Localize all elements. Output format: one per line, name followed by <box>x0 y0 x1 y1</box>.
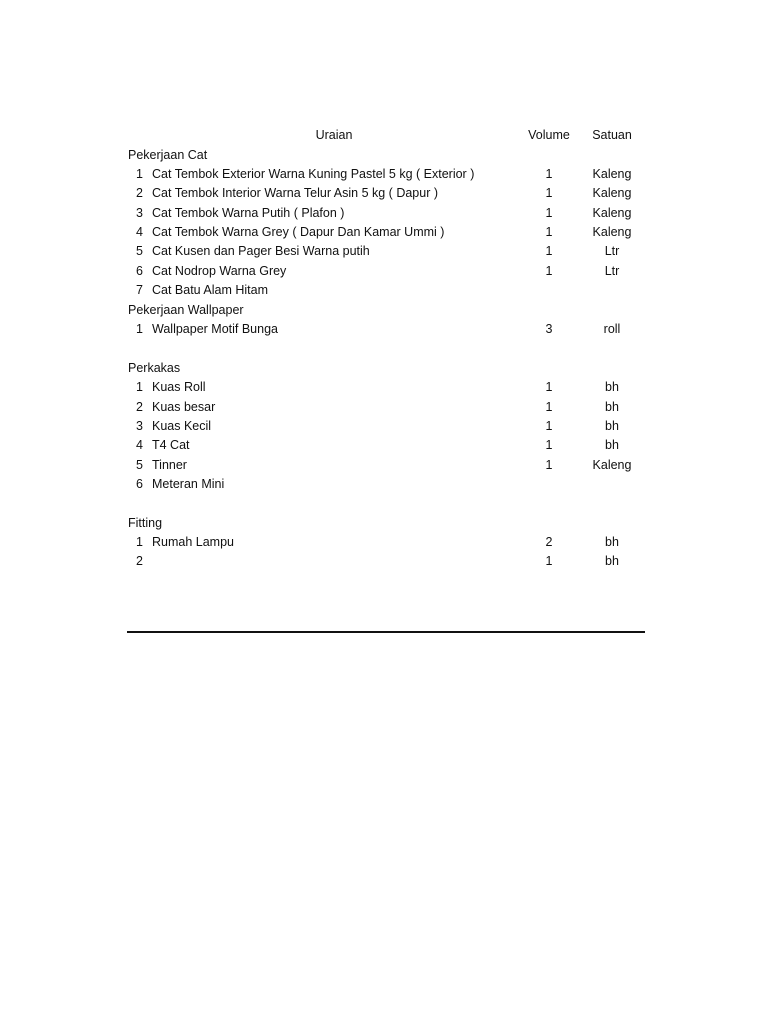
item-unit: Kaleng <box>592 167 632 181</box>
table-row <box>0 262 768 282</box>
table-row <box>0 533 768 553</box>
table-row <box>0 552 768 572</box>
item-description: Tinner <box>152 458 187 472</box>
item-number: 1 <box>136 535 143 549</box>
table-row <box>0 475 768 495</box>
item-number: 6 <box>136 477 143 491</box>
item-number: 7 <box>136 283 143 297</box>
item-description: Kuas Roll <box>152 380 206 394</box>
section-title: Fitting <box>128 516 163 530</box>
item-number: 3 <box>136 419 143 433</box>
table-row <box>0 456 768 476</box>
item-unit: bh <box>605 380 619 394</box>
table-row <box>0 320 768 340</box>
table-row <box>0 417 768 437</box>
section-title: Pekerjaan Wallpaper <box>128 303 244 317</box>
item-volume: 3 <box>545 322 553 336</box>
item-description: Cat Tembok Interior Warna Telur Asin 5 kg ( Dapur ) <box>152 186 438 200</box>
item-number: 4 <box>136 225 143 239</box>
item-unit: bh <box>605 400 619 414</box>
item-description: Cat Nodrop Warna Grey <box>152 264 287 278</box>
item-volume: 2 <box>545 535 553 549</box>
item-description: Kuas besar <box>152 400 216 414</box>
item-volume: 1 <box>545 400 553 414</box>
section-heading <box>0 146 768 166</box>
item-unit: Kaleng <box>592 206 632 220</box>
item-volume: 1 <box>545 206 553 220</box>
item-volume: 1 <box>545 554 553 568</box>
table-row <box>0 223 768 243</box>
item-unit: roll <box>603 322 621 336</box>
section-title: Pekerjaan Cat <box>128 148 208 162</box>
section-heading <box>0 301 768 321</box>
item-description: T4 Cat <box>152 438 190 452</box>
item-unit: bh <box>605 438 619 452</box>
item-volume: 1 <box>545 264 553 278</box>
item-volume: 1 <box>545 380 553 394</box>
item-description: Cat Kusen dan Pager Besi Warna putih <box>152 244 370 258</box>
item-description: Cat Tembok Exterior Warna Kuning Pastel 5 kg ( Exterior ) <box>152 167 475 181</box>
table-row <box>0 242 768 262</box>
item-number: 4 <box>136 438 143 452</box>
item-volume: 1 <box>545 458 553 472</box>
item-description: Wallpaper Motif Bunga <box>152 322 278 336</box>
item-description: Cat Tembok Warna Putih ( Plafon ) <box>152 206 345 220</box>
table-bottom-rule <box>127 631 645 633</box>
table-row <box>0 398 768 418</box>
item-description: Cat Tembok Warna Grey ( Dapur Dan Kamar Ummi ) <box>152 225 445 239</box>
item-volume: 1 <box>545 419 553 433</box>
item-description: Kuas Kecil <box>152 419 212 433</box>
item-volume: 1 <box>545 225 553 239</box>
item-description: Meteran Mini <box>152 477 225 491</box>
item-number: 2 <box>136 186 143 200</box>
item-volume: 1 <box>545 244 553 258</box>
item-number: 1 <box>136 380 143 394</box>
item-volume: 1 <box>545 167 553 181</box>
item-unit: Ltr <box>604 264 620 278</box>
item-number: 1 <box>136 167 143 181</box>
section-heading <box>0 514 768 534</box>
table-row <box>0 204 768 224</box>
table-row <box>0 281 768 301</box>
item-description: Cat Batu Alam Hitam <box>152 283 269 297</box>
table-row <box>0 184 768 204</box>
header-volume: Volume <box>528 128 570 142</box>
item-volume: 1 <box>545 186 553 200</box>
item-unit: bh <box>605 535 619 549</box>
table-row <box>0 378 768 398</box>
item-number: 3 <box>136 206 143 220</box>
item-number: 2 <box>136 554 143 568</box>
table-header <box>0 126 768 146</box>
section-title: Perkakas <box>128 361 181 375</box>
item-volume: 1 <box>545 438 553 452</box>
table-row <box>0 165 768 185</box>
item-unit: Kaleng <box>592 458 632 472</box>
item-number: 5 <box>136 244 143 258</box>
item-unit: bh <box>605 419 619 433</box>
item-number: 2 <box>136 400 143 414</box>
item-unit: Kaleng <box>592 186 632 200</box>
item-number: 5 <box>136 458 143 472</box>
header-satuan: Satuan <box>592 128 632 142</box>
section-heading <box>0 359 768 379</box>
table-row <box>0 436 768 456</box>
item-number: 6 <box>136 264 143 278</box>
item-unit: Kaleng <box>592 225 632 239</box>
item-unit: Ltr <box>604 244 620 258</box>
header-uraian: Uraian <box>315 128 353 142</box>
item-unit: bh <box>605 554 619 568</box>
item-number: 1 <box>136 322 143 336</box>
item-description: Rumah Lampu <box>152 535 234 549</box>
